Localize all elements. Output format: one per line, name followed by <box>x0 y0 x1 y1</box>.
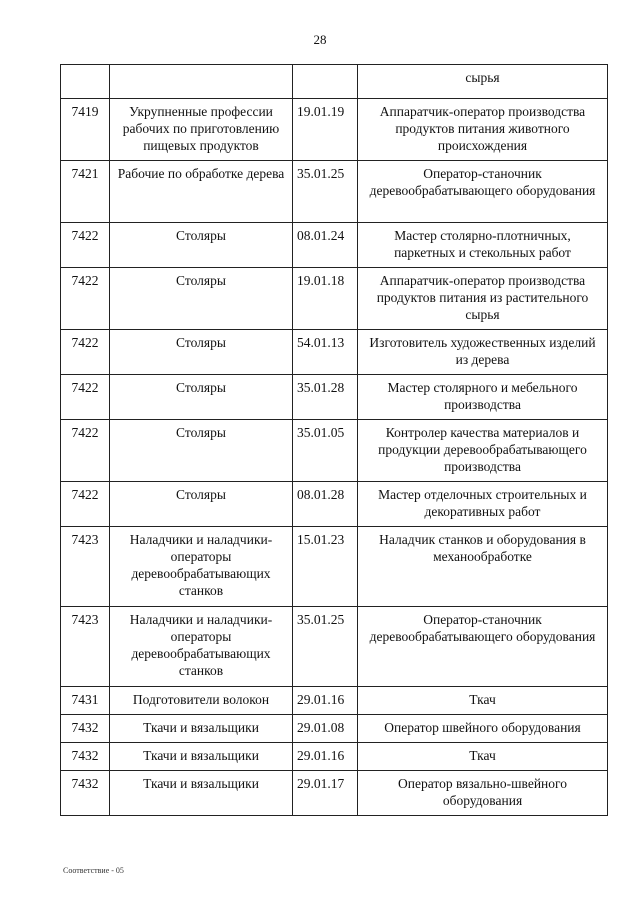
group-cell: Столяры <box>110 223 293 268</box>
okso-code-cell: 29.01.17 <box>293 771 358 816</box>
group-cell: Столяры <box>110 420 293 482</box>
page-number: 28 <box>313 32 327 47</box>
table-row <box>61 330 608 375</box>
okso-code-cell: 19.01.18 <box>293 268 358 330</box>
table-row <box>61 771 608 816</box>
code-cell: 7422 <box>61 223 110 268</box>
okso-code-cell: 08.01.24 <box>293 223 358 268</box>
profession-cell: Наладчик станков и оборудования в механообработке <box>358 527 608 607</box>
profession-cell: Мастер столярного и мебельного производства <box>358 375 608 420</box>
code-cell: 7422 <box>61 330 110 375</box>
okso-code-cell: 54.01.13 <box>293 330 358 375</box>
table-row <box>61 268 608 330</box>
profession-cell: Оператор вязально-швейного оборудования <box>358 771 608 816</box>
code-cell: 7423 <box>61 527 110 607</box>
code-cell: 7421 <box>61 161 110 223</box>
code-cell: 7422 <box>61 375 110 420</box>
code-cell: 7419 <box>61 99 110 161</box>
table-row <box>61 715 608 743</box>
code-cell: 7422 <box>61 482 110 527</box>
okso-code-cell: 08.01.28 <box>293 482 358 527</box>
table-row <box>61 375 608 420</box>
okso-code-cell: 19.01.19 <box>293 99 358 161</box>
profession-cell: Изготовитель художественных изделий из дерева <box>358 330 608 375</box>
profession-cell: Аппаратчик-оператор производства продуктов питания животного происхождения <box>358 99 608 161</box>
group-cell: Ткачи и вязальщики <box>110 743 293 771</box>
group-cell: Столяры <box>110 375 293 420</box>
profession-cell: сырья <box>358 65 608 99</box>
table-row <box>61 687 608 715</box>
professions-table <box>60 64 608 816</box>
table-row <box>61 743 608 771</box>
group-cell: Ткачи и вязальщики <box>110 771 293 816</box>
table-row <box>61 527 608 607</box>
table-body <box>61 65 608 816</box>
code-cell: 7422 <box>61 268 110 330</box>
profession-cell: Ткач <box>358 687 608 715</box>
table-row <box>61 223 608 268</box>
profession-cell: Ткач <box>358 743 608 771</box>
profession-cell: Оператор-станочник деревообрабатывающего оборудования <box>358 161 608 223</box>
okso-code-cell: 35.01.05 <box>293 420 358 482</box>
okso-code-cell: 29.01.08 <box>293 715 358 743</box>
group-cell: Наладчики и наладчики-операторы деревообрабатывающих станков <box>110 527 293 607</box>
okso-code-cell: 35.01.25 <box>293 161 358 223</box>
group-cell <box>110 65 293 99</box>
table-row <box>61 65 608 99</box>
code-cell: 7423 <box>61 607 110 687</box>
group-cell: Укрупненные профессии рабочих по приготовлению пищевых продуктов <box>110 99 293 161</box>
code-cell: 7432 <box>61 771 110 816</box>
profession-cell: Мастер столярно-плотничных, паркетных и стекольных работ <box>358 223 608 268</box>
footer-note: Соответствие - 05 <box>63 866 124 875</box>
group-cell: Столяры <box>110 482 293 527</box>
okso-code-cell: 29.01.16 <box>293 687 358 715</box>
okso-code-cell <box>293 65 358 99</box>
group-cell: Столяры <box>110 268 293 330</box>
code-cell: 7432 <box>61 743 110 771</box>
okso-code-cell: 29.01.16 <box>293 743 358 771</box>
group-cell: Столяры <box>110 330 293 375</box>
profession-cell: Аппаратчик-оператор производства продуктов питания из растительного сырья <box>358 268 608 330</box>
table-row <box>61 420 608 482</box>
profession-cell: Оператор-станочник деревообрабатывающего оборудования <box>358 607 608 687</box>
table-row <box>61 482 608 527</box>
profession-cell: Контролер качества материалов и продукции деревообрабатывающего производства <box>358 420 608 482</box>
profession-cell: Мастер отделочных строительных и декоративных работ <box>358 482 608 527</box>
code-cell <box>61 65 110 99</box>
group-cell: Наладчики и наладчики-операторы деревообрабатывающих станков <box>110 607 293 687</box>
group-cell: Рабочие по обработке дерева <box>110 161 293 223</box>
profession-cell: Оператор швейного оборудования <box>358 715 608 743</box>
okso-code-cell: 35.01.25 <box>293 607 358 687</box>
group-cell: Подготовители волокон <box>110 687 293 715</box>
table-row <box>61 607 608 687</box>
okso-code-cell: 35.01.28 <box>293 375 358 420</box>
group-cell: Ткачи и вязальщики <box>110 715 293 743</box>
code-cell: 7432 <box>61 715 110 743</box>
code-cell: 7431 <box>61 687 110 715</box>
okso-code-cell: 15.01.23 <box>293 527 358 607</box>
code-cell: 7422 <box>61 420 110 482</box>
table-row <box>61 161 608 223</box>
table-row <box>61 99 608 161</box>
